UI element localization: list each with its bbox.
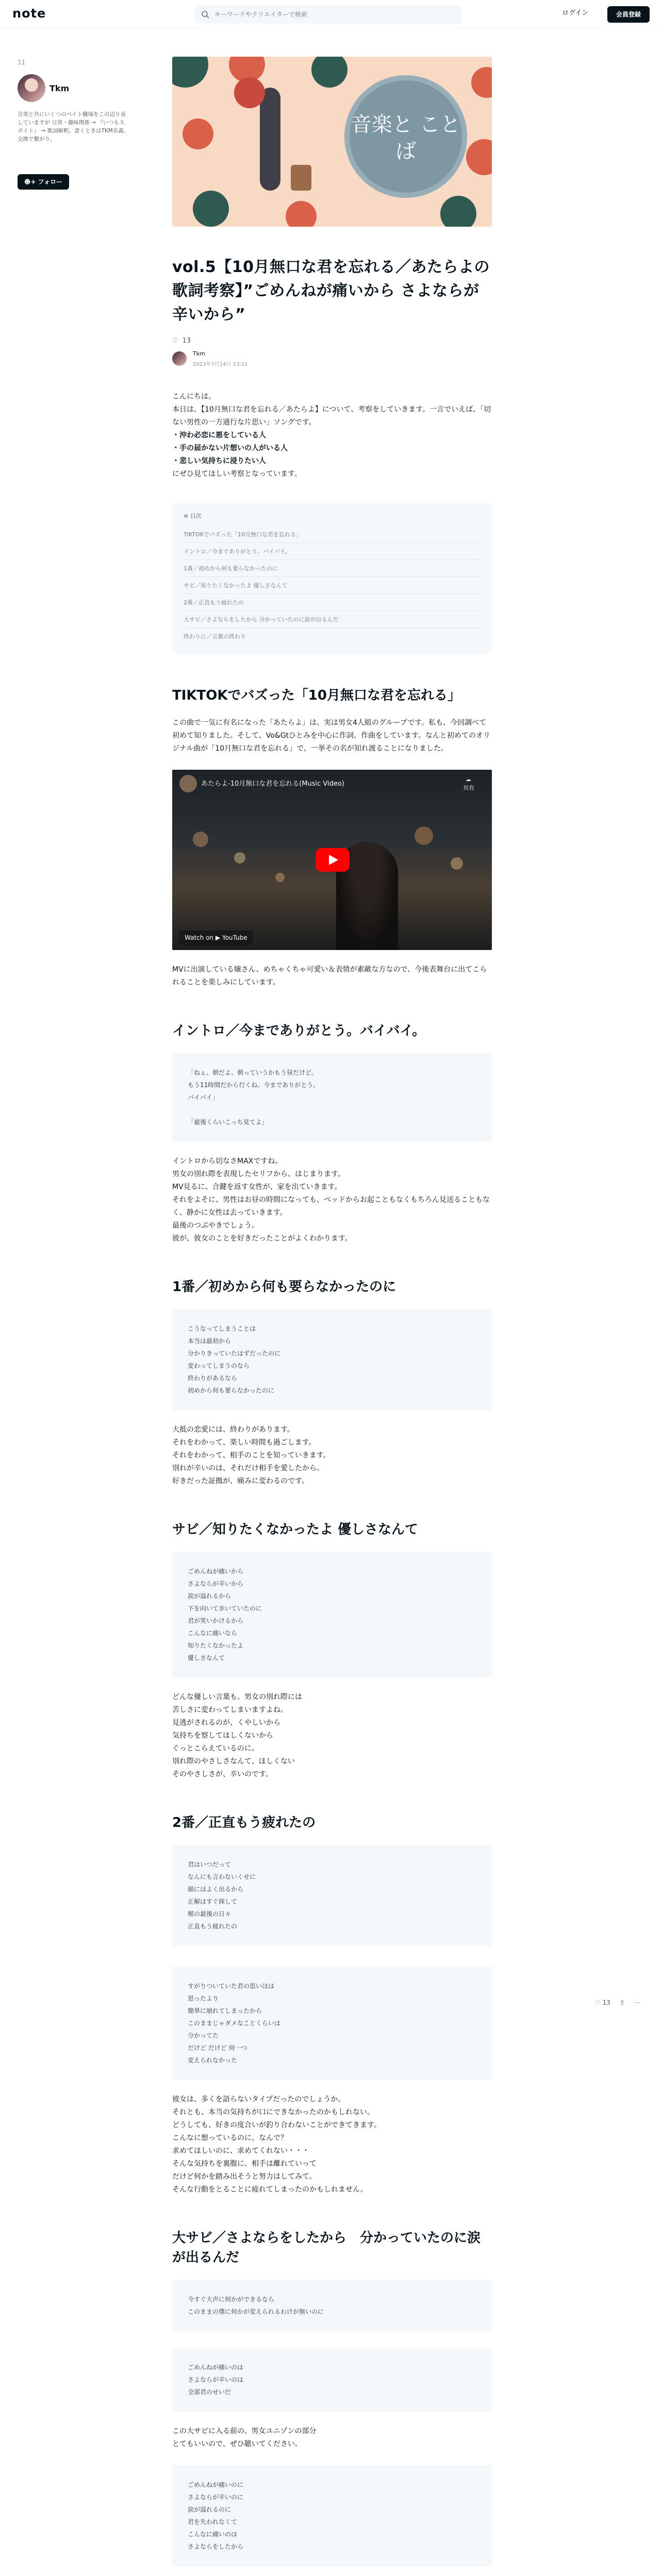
- toc-item[interactable]: TIKTOKでバズった「10月無口な君を忘れる」: [184, 526, 481, 543]
- creator-name[interactable]: Tkm: [49, 83, 70, 93]
- person-plus-icon: ☻+: [24, 178, 36, 185]
- section-heading: 2番／正直もう疲れたの: [172, 1815, 316, 1831]
- publish-date: 2023年7月14日 13:21: [193, 362, 248, 367]
- intro-line: ・手の届かない片想いの人がいる人: [172, 444, 288, 452]
- follow-label: フォロー: [38, 178, 63, 185]
- follow-button[interactable]: [18, 174, 69, 190]
- note-logo[interactable]: note: [12, 6, 46, 21]
- lyrics-quote: 「ねぇ、朝だよ、朝っていうかもう昼だけど。 もう11時間だから行くね。今までありがとう。 バイバイ」 「最後くらいこっち見てよ」: [172, 1053, 492, 1142]
- youtube-embed[interactable]: [172, 770, 492, 950]
- toc-item[interactable]: サビ／知りたくなかったよ 優しさなんて: [184, 577, 481, 594]
- article: [172, 57, 492, 2566]
- author-name[interactable]: Tkm: [193, 350, 205, 357]
- section-heading: 大サビ／さよならをしたから 分かっていたのに涙が出るんだ: [172, 2230, 481, 2265]
- lyrics-quote: すがりついていた君の思いほは 思ったより 簡単に崩れてしまったから このままじゃダメなことくらいは 分かってた だけど だけど 何一つ 変えられなかった: [172, 1967, 492, 2080]
- share-icon[interactable]: ⇧: [619, 1999, 625, 2006]
- hero-image: [172, 57, 492, 227]
- lyrics-quote: ごめんねが痛いから さよならが辛いから 涙が溢れるから 下を向いて歩いていたのに 君が笑いかけるから こんなに痛いなら 知りたくなかったよ 優しさなんて: [172, 1552, 492, 1677]
- share-button[interactable]: ➦ 共有: [463, 777, 474, 791]
- avatar[interactable]: [18, 74, 45, 102]
- section-text: 彼女は、多くを語らないタイプだったのでしょうか。 それとも、本当の気持ちが口にできなかったのかもしれない。 どうしても、好きの度合いが釣り合わないことができてきます。 こんなに想っているのに、なんで？ 求めてほしいのに、求めてくれない・・・ そんな気持ちを裏腹に、相手は離れていって だけど何かを踏み出そうと努力はしてみて。 そんな行動をとることに疲れてしまったのかもしれません。: [172, 2095, 381, 2194]
- share-icon: ➦: [466, 777, 471, 784]
- sidebar-count: 11: [18, 59, 26, 66]
- intro-line: にぜひ見てほしい考察となっています。: [172, 470, 302, 478]
- intro-line: ・沖わ必恋に悪をしている人: [172, 431, 266, 439]
- section-text: 大抵の恋愛には、終わりがあります。 それをわかって、楽しい時間も過ごします。 それをわかって、相手のことを知っていきます。 別れが辛いのは、それだけ相手を愛したから。 好きだった証拠が、痛みに変わるのです。: [172, 1426, 330, 1485]
- intro-line: ・悲しい気持ちに浸りたい人: [172, 457, 266, 465]
- table-of-contents: [172, 503, 492, 654]
- lyrics-quote: ごめんねが痛いのに さよならが辛いのに 涙が溢れるのに 君を失われなくて こんなに痛いのは さよならをしたから: [172, 2465, 492, 2566]
- creator-bio: 音楽と共にいくつのベイト職場をこの辺り表していますが 日常・趣味関係 → 『いつもスポイト』 → 歌詞解釈。書くときはTKM名義、 交換で繋がり。: [18, 111, 129, 142]
- search-input[interactable]: [214, 5, 457, 24]
- toc-item[interactable]: 大サビ／さよならをしたから 分かっていたのに涙が出るんだ: [184, 611, 481, 628]
- like-count: 13: [182, 336, 191, 345]
- section-text: どんな優しい言葉も、男女の別れ際には 苦しさに変わってしまいますよね。 見逃がされるのが、くやしいから 気持ちを察してほしくないから ぐっとこらえているのに。 別れ際のやさしさなんて、ほしくない そのやさしさが、辛いのです。: [172, 1693, 302, 1778]
- play-button[interactable]: [316, 848, 350, 872]
- section-heading: サビ／知りたくなかったよ 優しさなんて: [172, 1522, 419, 1537]
- section-text: イントロから切なさMAXですね。 男女の別れ際を表現したセリフから、はじまります。 MV見るに、合鍵を返す女性が、家を出ていきます。 それをよそに、男性はお昼の時間になっても、ベッドからお起こともなくもちろん見送ることもなく、静かに女性は去っていきます。 最後のつぶやきでしょう。 彼が、彼女のことを好きだったことがよくわかります。: [172, 1157, 490, 1243]
- list-icon: ≡: [184, 513, 190, 519]
- video-title[interactable]: あたらよ-10月無口な君を忘れる(Music Video): [201, 780, 344, 788]
- hero-badge: [344, 75, 467, 198]
- watch-on-youtube[interactable]: Watch on ▶ YouTube: [179, 930, 253, 945]
- channel-avatar[interactable]: [179, 775, 197, 792]
- lyrics-quote: 君はいつだって なんにも言わないくせに 顔にはよく出るから 正解はすぐ探して 喉の最後の日々 正直もう疲れたの: [172, 1845, 492, 1946]
- toc-item[interactable]: 2番／正直もう疲れたの: [184, 594, 481, 611]
- lyrics-quote: ごめんねが痛いのは さよならが辛いのは 全部君のせいだ: [172, 2348, 492, 2412]
- floating-actions: [595, 1999, 640, 2006]
- section-text: MVに出演している嬢さん、めちゃくちゃ可愛い＆表情が素敵な方なので、今後表舞台に出てこられることを楽しみにしています。: [172, 965, 487, 987]
- section-text: この曲で一気に有名になった「あたらよ」は、実は男女4人組のグループです。私も、今回調べて初めて知りました。そして、Vo&Gtひとみを中心に作詞、作曲をしています。なんと初めてのオリジナル曲が「10月無口な君を忘れる」で、一挙その名が知れ渡ることになりました。: [172, 719, 490, 753]
- toc-item[interactable]: 1番／初めから何も要らなかったのに: [184, 560, 481, 577]
- lyrics-quote: こうなってしまうことは 本当は最初から 分かりきっていたはずだったのに 変わってしまうのなら 終わりがあるなら 初めから何も要らなかったのに: [172, 1309, 492, 1410]
- heart-icon[interactable]: ♡: [172, 336, 178, 345]
- author-row: [172, 349, 492, 370]
- intro-line: 本日は、【10月無口な君を忘れる／あたらよ】について、考察をしていきます。一言でいえば、「切ない男性の一方通行な片思い」ソングです。: [172, 405, 491, 427]
- intro: [172, 391, 492, 481]
- lyrics-quote: 今すぐ大声に何かができるなら このままの僕に何かが変えられるわけが無いのに: [172, 2280, 492, 2331]
- top-bar: [0, 0, 662, 29]
- signup-button[interactable]: 会員登録: [607, 6, 650, 23]
- like-row: [172, 335, 492, 346]
- intro-line: こんにちは。: [172, 393, 216, 401]
- toc-item[interactable]: 終わりに／言葉の終わり: [184, 633, 246, 640]
- search-icon: [201, 10, 209, 19]
- toc-heading: ≡ 目次: [184, 513, 202, 519]
- like-button[interactable]: ♡ 13: [595, 1999, 610, 2006]
- article-title: vol.5【10月無口な君を忘れる／あたらよの歌詞考察】”ごめんねが痛いから さよならが辛いから”: [172, 258, 490, 324]
- search-box[interactable]: [195, 5, 462, 24]
- section-text: この大サビに入る前の、男女ユニゾンの部分 とてもいいので、ぜひ聴いてください。: [172, 2427, 317, 2448]
- more-icon[interactable]: ⋯: [634, 1999, 640, 2006]
- section-heading: 1番／初めから何も要らなかったのに: [172, 1279, 396, 1295]
- hero-badge-text: 音楽と ことば: [351, 113, 461, 163]
- heart-icon: ♡: [595, 1999, 601, 2006]
- author-avatar[interactable]: [172, 351, 187, 366]
- login-link[interactable]: ログイン: [562, 9, 589, 17]
- section-heading: イントロ／今までありがとう。バイバイ。: [172, 1023, 426, 1039]
- toc-item[interactable]: イントロ／今までありがとう。バイバイ。: [184, 543, 481, 560]
- section-heading: TIKTOKでバズった「10月無口な君を忘れる」: [172, 688, 461, 703]
